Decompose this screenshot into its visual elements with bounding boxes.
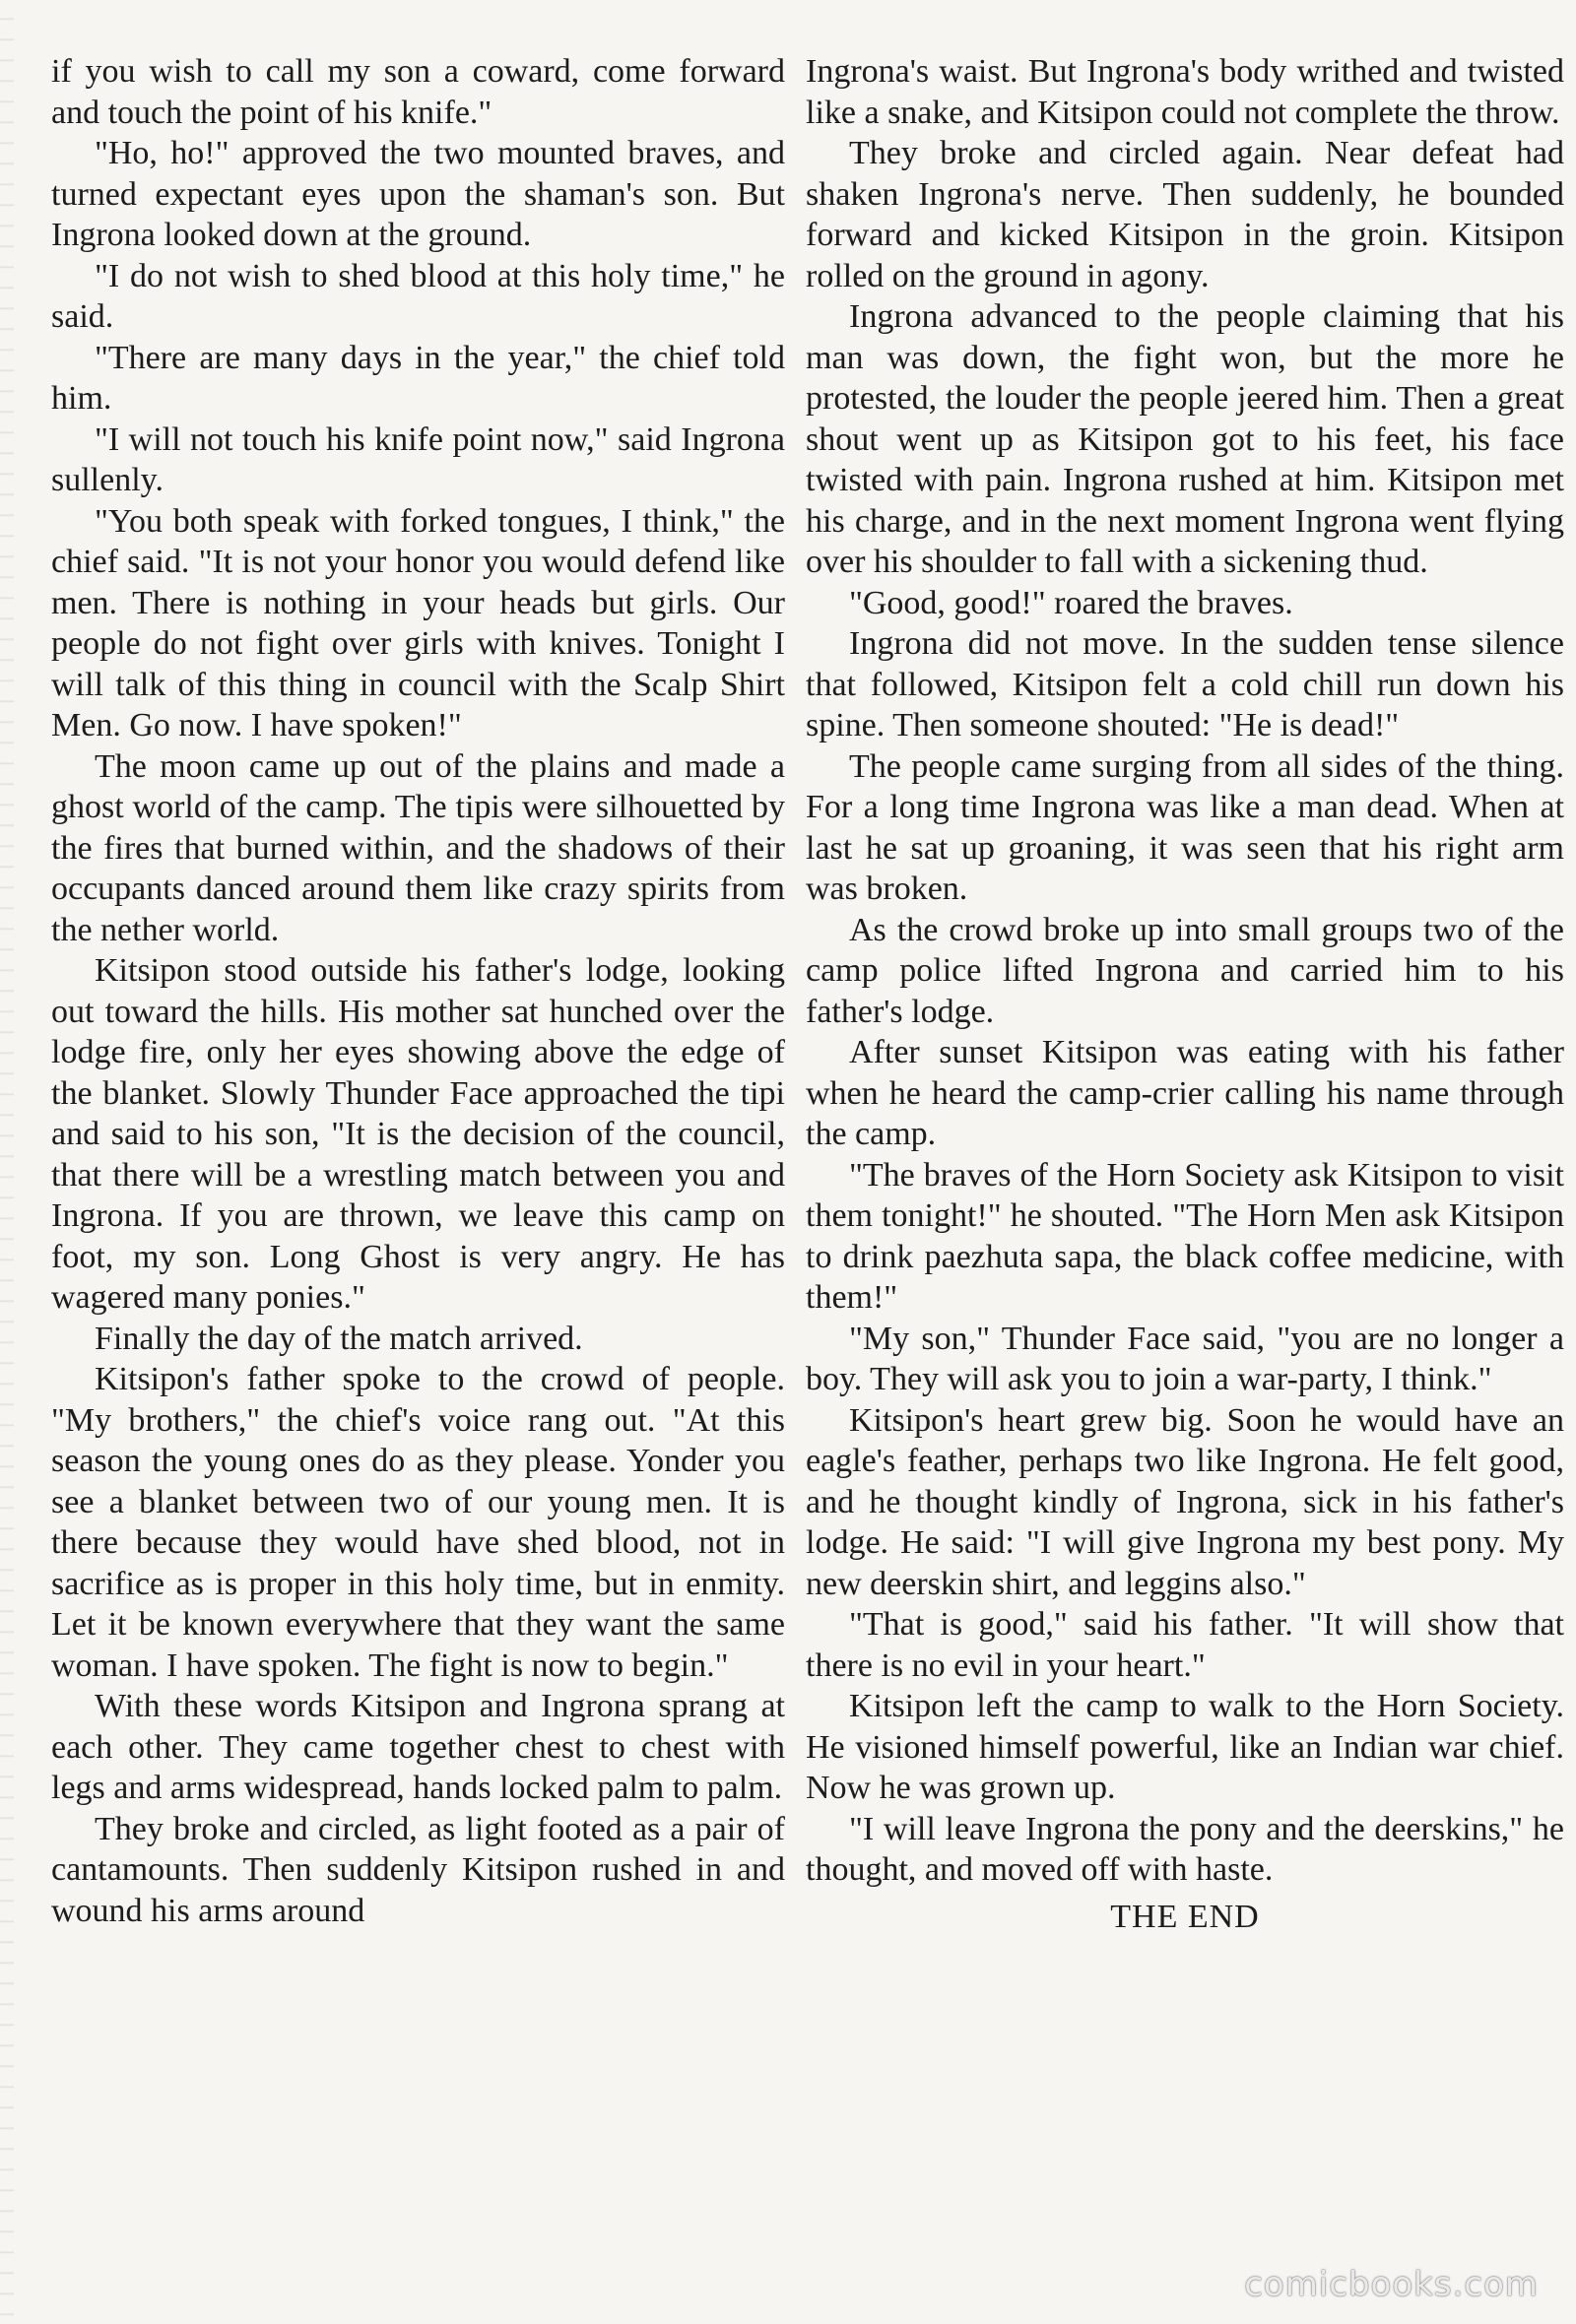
paragraph: "Ho, ho!" approved the two mounted braves, and turned expectant eyes upon the shaman's son. But Ingrona looked down at the ground. [51,135,785,253]
paragraph: "I do not wish to shed blood at this holy time," he said. [51,257,785,335]
paragraph: After sunset Kitsipon was eating with his father when he heard the camp-crier calling his name through the camp. [806,1034,1564,1152]
paragraph: Kitsipon stood outside his father's lodge, looking out toward the hills. His mother sat hunched over the lodge fire, only her eyes showing above the edge of the blanket. Slowly Thunder Face approached the tipi and said to his son, "It is the decision of the council, that there will be a wrestling match between you and Ingrona. If you are thrown, we leave this camp on foot, my son. Long Ghost is very angry. He has wagered many ponies." [51,952,785,1316]
paragraph: Kitsipon's father spoke to the crowd of people. "My brothers," the chief's voice rang out. "At this season the young ones do as they please. Yonder you see a blanket between two of our young men. It is there because they would have shed blood, not in sacrifice as is proper in this holy time, but in enmity. Let it be known everywhere that they want the same woman. I have spoken. The fight is now to begin." [51,1361,785,1684]
paragraph: "You both speak with forked tongues, I think," the chief said. "It is not your honor you would defend like men. There is nothing in your heads but girls. Our people do not fight over girls with knives. Tonight I will talk of this thing in council with the Scalp Shirt Men. Go now. I have spoken!" [51,502,785,743]
paragraph: Finally the day of the match arrived. [95,1320,583,1357]
scan-edge-texture [0,0,14,2324]
paragraph: The people came surging from all sides of the thing. For a long time Ingrona was like a man dead. When at last he sat up groaning, it was seen that his right arm was broken. [806,747,1564,907]
left-text-column [51,51,785,2296]
paragraph: "There are many days in the year," the chief told him. [51,339,785,417]
paragraph: if you wish to call my son a coward, come forward and touch the point of his knife." [51,53,785,131]
site-watermark: comicbooks.com [1244,2265,1539,2304]
paragraph: "My son," Thunder Face said, "you are no longer a boy. They will ask you to join a war-party, I think." [806,1320,1564,1397]
paragraph: Ingrona advanced to the people claiming that his man was down, the fight won, but the more he protested, the louder the people jeered him. Then a great shout went up as Kitsipon got to his feet, his face twisted with pain. Ingrona rushed at him. Kitsipon met his charge, and in the next moment Ingrona went flying over his shoulder to fall with a sickening thud. [806,298,1564,580]
paragraph: "That is good," said his father. "It will show that there is no evil in your heart." [806,1606,1564,1684]
paragraph: With these words Kitsipon and Ingrona sprang at each other. They came together chest to chest with legs and arms widespread, hands locked palm to palm. [51,1688,785,1806]
paragraph: The moon came up out of the plains and made a ghost world of the camp. The tipis were silhouetted by the fires that burned within, and the shadows of their occupants danced around them like crazy spirits from the nether world. [51,747,785,948]
paragraph: "Good, good!" roared the braves. [849,584,1293,621]
paragraph: As the crowd broke up into small groups two of the camp police lifted Ingrona and carried him to his father's lodge. [806,911,1564,1030]
paragraph: "The braves of the Horn Society ask Kitsipon to visit them tonight!" he shouted. "The Horn Men ask Kitsipon to drink paezhuta sapa, the black coffee medicine, with them!" [806,1156,1564,1316]
the-end-label: THE END [1110,1898,1260,1935]
paragraph: Kitsipon's heart grew big. Soon he would have an eagle's feather, perhaps two like Ingrona. He felt good, and he thought kindly of Ingrona, sick in his father's lodge. He said: "I will give Ingrona my best pony. My new deerskin shirt, and leggins also." [806,1401,1564,1602]
paragraph: They broke and circled, as light footed as a pair of cantamounts. Then suddenly Kitsipon rushed in and wound his arms around [51,1810,785,1929]
paragraph: "I will leave Ingrona the pony and the deerskins," he thought, and moved off with haste. [806,1810,1564,1888]
right-text-column [806,51,1564,2296]
paragraph: Ingrona did not move. In the sudden tense silence that followed, Kitsipon felt a cold chill run down his spine. Then someone shouted: "He is dead!" [806,625,1564,743]
paragraph: Ingrona's waist. But Ingrona's body writhed and twisted like a snake, and Kitsipon could not complete the throw. [806,53,1564,131]
paragraph: They broke and circled again. Near defeat had shaken Ingrona's nerve. Then suddenly, he bounded forward and kicked Kitsipon in the groin. Kitsipon rolled on the ground in agony. [806,135,1564,294]
paragraph: Kitsipon left the camp to walk to the Horn Society. He visioned himself powerful, like an Indian war chief. Now he was grown up. [806,1688,1564,1806]
paragraph: "I will not touch his knife point now," said Ingrona sullenly. [51,420,785,498]
